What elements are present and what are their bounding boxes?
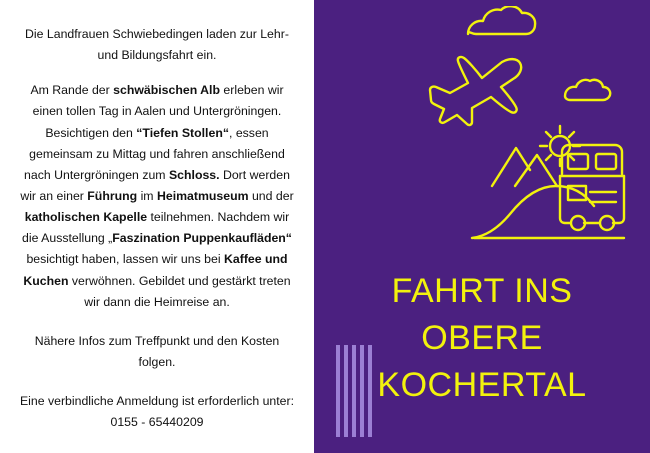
body-text: teilnehmen. Nachdem wir die Ausstellung „ bbox=[22, 210, 290, 246]
cloud-icon bbox=[565, 80, 610, 100]
body-text: und der bbox=[248, 188, 294, 203]
body-text: , essen gemeinsam zu Mittag und fahren anschließend nach Untergröningen zum bbox=[24, 125, 285, 182]
registration-paragraph: Eine verbindliche Anmeldung ist erforderlich unter: 0155 - 65440209 bbox=[19, 394, 295, 430]
hill-line-icon bbox=[472, 186, 624, 238]
airplane-icon bbox=[430, 57, 521, 125]
emphasis-text: Kaffee und Kuchen bbox=[23, 252, 288, 288]
emphasis-text: katholischen Kapelle bbox=[24, 210, 148, 225]
info-paragraph: Nähere Infos zum Treffpunkt und den Kosten folgen. bbox=[34, 333, 280, 369]
title-line-2: OBERE bbox=[421, 318, 543, 357]
body-text: Am Rande der bbox=[30, 83, 114, 98]
mountain-icon bbox=[492, 148, 557, 186]
body-paragraph bbox=[18, 80, 296, 313]
emphasis-text: “Tiefen Stollen“ bbox=[136, 125, 229, 140]
emphasis-text: Schloss. bbox=[168, 167, 220, 182]
emphasis-text: Heimatmuseum bbox=[156, 188, 249, 203]
barcode-bar bbox=[368, 345, 372, 437]
travel-illustration bbox=[322, 6, 644, 266]
body-text: erleben wir einen tollen Tag in Aalen und Untergröningen. Besichtigen den bbox=[32, 83, 284, 140]
emphasis-text: Führung bbox=[87, 188, 138, 203]
barcode-bar bbox=[344, 345, 348, 437]
body-text: besichtigt haben, lassen wir uns bei bbox=[26, 252, 224, 267]
cloud-icon bbox=[468, 6, 535, 34]
barcode-decoration bbox=[336, 345, 388, 437]
barcode-bar bbox=[352, 345, 356, 437]
body-text: im bbox=[137, 188, 157, 203]
barcode-bar bbox=[360, 345, 364, 437]
barcode-bar bbox=[336, 345, 340, 437]
intro-paragraph: Die Landfrauen Schwiebedingen laden zur Lehr- und Bildungsfahrt ein. bbox=[25, 27, 289, 63]
emphasis-text: Faszination Puppenkaufläden“ bbox=[112, 231, 292, 246]
text-panel bbox=[0, 0, 314, 453]
emphasis-text: schwäbischen Alb bbox=[113, 83, 220, 98]
title-line-1: FAHRT INS bbox=[391, 272, 573, 310]
title-line-3: KOCHERTAL bbox=[377, 365, 587, 404]
body-text: Dort werden wir an einer bbox=[20, 167, 290, 203]
body-text: verwöhnen. Gebildet und gestärkt treten wir dann die Heimreise an. bbox=[68, 273, 291, 309]
poster-panel bbox=[314, 0, 650, 453]
